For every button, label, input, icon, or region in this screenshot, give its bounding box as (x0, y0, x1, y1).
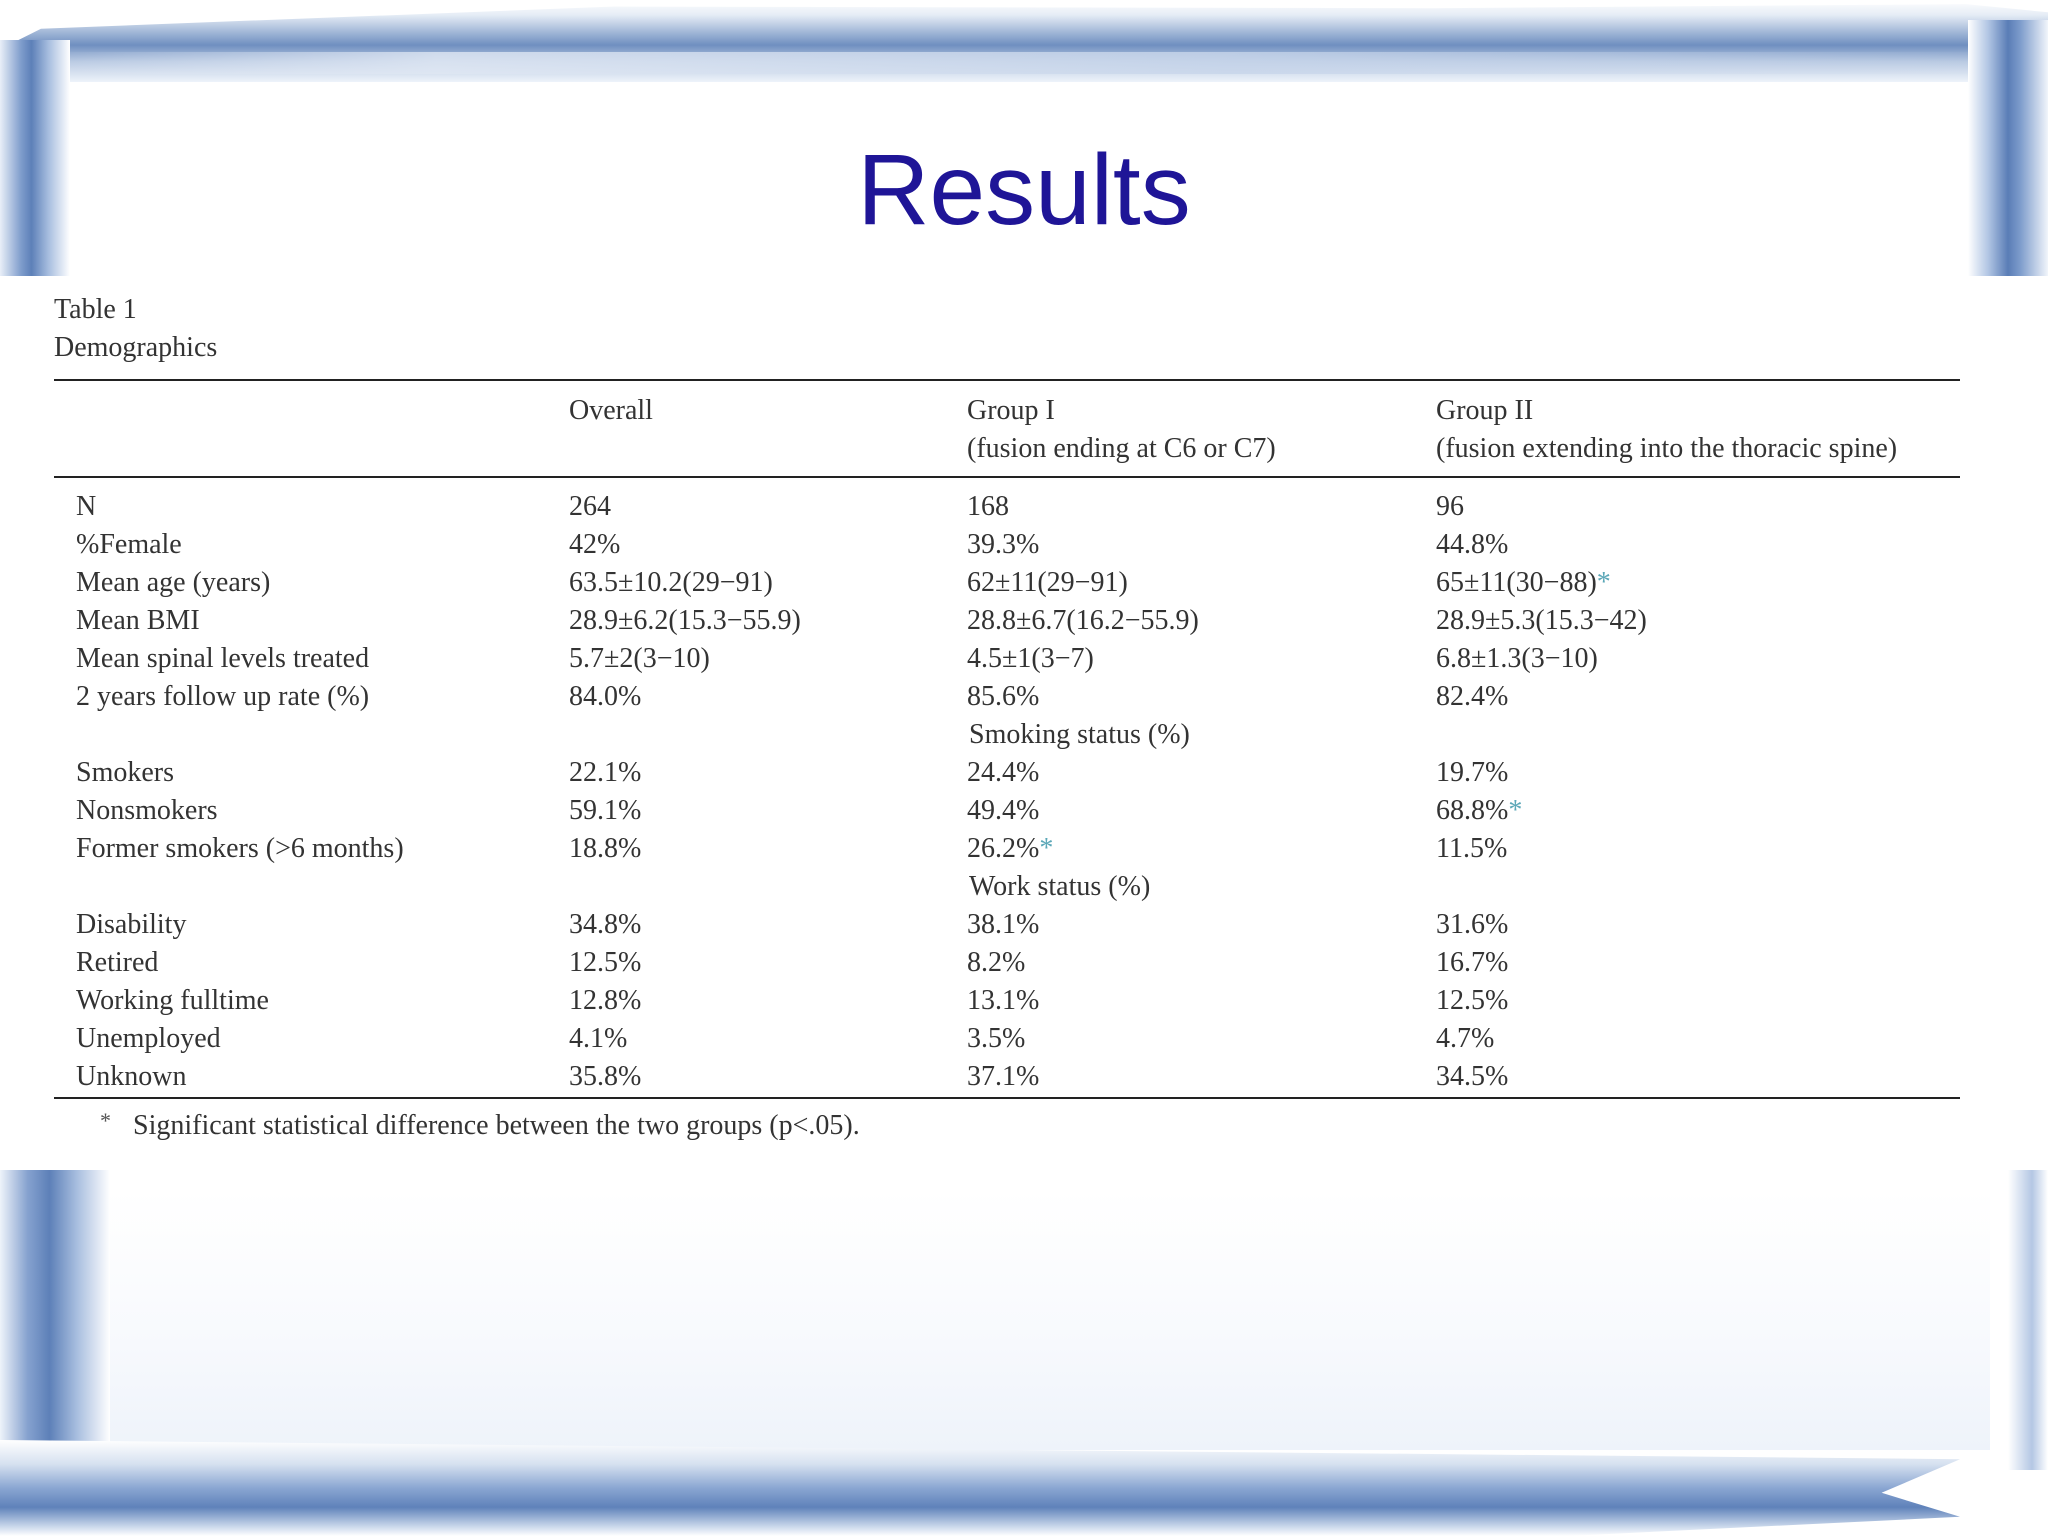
header-group1-subtitle: (fusion ending at C6 or C7) (967, 433, 1276, 464)
row-group1: 3.5% (967, 1023, 1026, 1054)
row-group2: 28.9±5.3(15.3−42) (1436, 605, 1647, 636)
table-bottom-rule (54, 1097, 1960, 1099)
cell-value: 26.2% (967, 833, 1040, 864)
row-label: 2 years follow up rate (%) (76, 681, 370, 712)
row-label: Retired (76, 947, 159, 978)
row-overall: 264 (569, 491, 611, 522)
header-overall: Overall (569, 395, 653, 426)
row-group2: 6.8±1.3(3−10) (1436, 643, 1598, 674)
row-group1: 4.5±1(3−7) (967, 643, 1094, 674)
cell-value: 65±11(30−88) (1436, 567, 1597, 598)
row-group1: 28.8±6.7(16.2−55.9) (967, 605, 1199, 636)
row-overall: 59.1% (569, 795, 642, 826)
row-group2: 19.7% (1436, 757, 1509, 788)
row-group1: 62±11(29−91) (967, 567, 1128, 598)
row-label: Mean BMI (76, 605, 200, 636)
row-group1: 85.6% (967, 681, 1040, 712)
section-heading-smoking: Smoking status (%) (969, 719, 1190, 750)
row-group1: 8.2% (967, 947, 1026, 978)
row-label: Disability (76, 909, 187, 940)
row-label: Mean age (years) (76, 567, 271, 598)
row-group1: 37.1% (967, 1061, 1040, 1092)
section-heading-work: Work status (%) (969, 871, 1151, 902)
header-group2: Group II (1436, 395, 1534, 426)
footnote: Significant statistical difference between the two groups (p<.05). (133, 1110, 860, 1141)
table-top-rule (54, 379, 1960, 381)
row-label: Unknown (76, 1061, 187, 1092)
table-panel (0, 276, 2048, 1170)
row-group2: 12.5% (1436, 985, 1509, 1016)
row-overall: 35.8% (569, 1061, 642, 1092)
row-overall: 34.8% (569, 909, 642, 940)
row-group2: 11.5% (1436, 833, 1508, 864)
row-overall: 5.7±2(3−10) (569, 643, 710, 674)
row-group1 (967, 832, 1053, 866)
table-number: Table 1 (54, 294, 137, 325)
row-label: Unemployed (76, 1023, 221, 1054)
row-overall: 4.1% (569, 1023, 628, 1054)
row-group2: 16.7% (1436, 947, 1509, 978)
significance-mark: * (1039, 833, 1054, 864)
table-header-rule (54, 476, 1960, 478)
row-label: Working fulltime (76, 985, 269, 1016)
row-group2: 31.6% (1436, 909, 1509, 940)
table-title: Demographics (54, 332, 218, 363)
row-group2: 4.7% (1436, 1023, 1495, 1054)
row-label: N (76, 491, 97, 522)
row-group2: 82.4% (1436, 681, 1509, 712)
slide-title: Results (857, 134, 1191, 246)
row-label: Former smokers (>6 months) (76, 833, 404, 864)
frame-bottom-border (0, 1440, 1960, 1536)
row-group1: 168 (967, 491, 1009, 522)
row-overall: 22.1% (569, 757, 642, 788)
row-group1: 49.4% (967, 795, 1040, 826)
row-overall: 12.8% (569, 985, 642, 1016)
row-overall: 12.5% (569, 947, 642, 978)
row-overall: 28.9±6.2(15.3−55.9) (569, 605, 801, 636)
row-overall: 84.0% (569, 681, 642, 712)
row-overall: 18.8% (569, 833, 642, 864)
frame-bottom-area (110, 1190, 1990, 1450)
row-group1: 13.1% (967, 985, 1040, 1016)
footnote-mark: * (100, 1108, 111, 1133)
frame-right-border-bottom (2008, 1170, 2048, 1470)
row-overall: 42% (569, 529, 621, 560)
row-label: %Female (76, 529, 182, 560)
row-label: Mean spinal levels treated (76, 643, 370, 674)
row-group1: 39.3% (967, 529, 1040, 560)
frame-top-highlight (40, 52, 2020, 74)
row-label: Smokers (76, 757, 174, 788)
cell-value: 68.8% (1436, 795, 1509, 826)
header-group2-subtitle: (fusion extending into the thoracic spine) (1436, 433, 1898, 464)
significance-mark: * (1596, 567, 1611, 598)
row-group2: 96 (1436, 491, 1464, 522)
row-group2 (1436, 794, 1522, 828)
row-group1: 24.4% (967, 757, 1040, 788)
row-group2 (1436, 566, 1611, 600)
row-group2: 34.5% (1436, 1061, 1509, 1092)
row-label: Nonsmokers (76, 795, 218, 826)
row-group1: 38.1% (967, 909, 1040, 940)
row-group2: 44.8% (1436, 529, 1509, 560)
row-overall: 63.5±10.2(29−91) (569, 567, 773, 598)
header-group1: Group I (967, 395, 1055, 426)
significance-mark: * (1508, 795, 1523, 826)
